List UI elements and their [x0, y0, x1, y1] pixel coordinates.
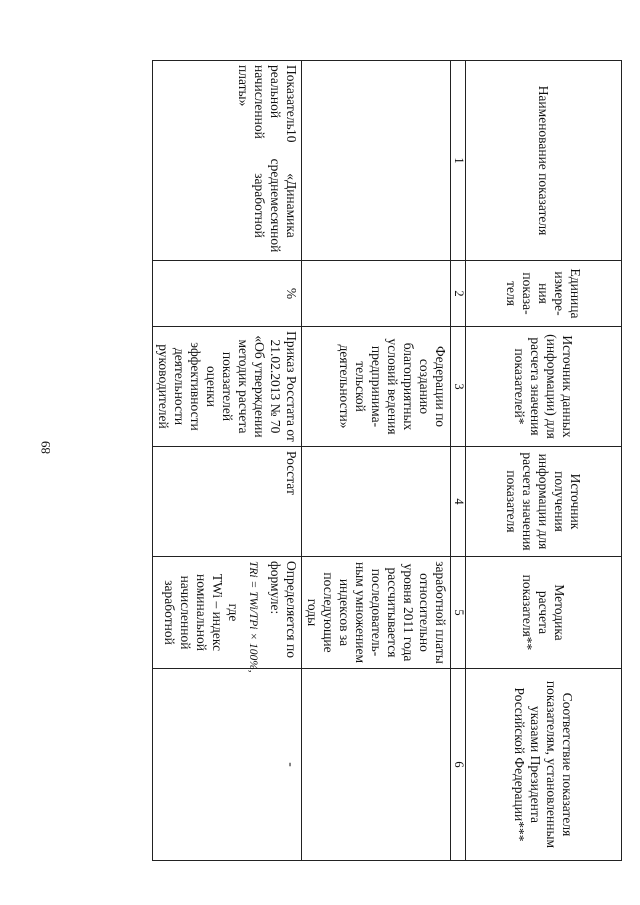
cell-source-data: Федерации по созданию благоприятных условий ведения предпринима-тельской деятельности» — [302, 327, 451, 447]
col-number-6: 6 — [451, 669, 466, 861]
cell-unit — [302, 261, 451, 327]
header-source-data: Источник данных (информации) для расчета значения показателей* — [466, 327, 622, 447]
cell-source-data: Приказ Росстата от 21.02.2013 № 70 «Об утверждении методик расчета показателей оценки эффективности деятельности руководителей — [153, 327, 302, 447]
method-formula: TRi = TWi/TPi × 100%, — [247, 561, 259, 673]
cell-source-info: Росстат — [153, 447, 302, 557]
col-number-4: 4 — [451, 447, 466, 557]
name-number: 10 — [284, 129, 299, 143]
method-intro: Определяется по формуле: — [268, 561, 299, 658]
table-header-row — [466, 61, 622, 861]
rotated-table-sheet — [156, 60, 622, 860]
cell-name — [153, 61, 302, 261]
header-unit: Единица измере-ния показа-теля — [466, 261, 622, 327]
col-number-2: 2 — [451, 261, 466, 327]
cell-conformity: - — [153, 669, 302, 861]
header-method: Методика расчета показателя** — [466, 557, 622, 669]
name-part-a: Показатель реальной начисленной платы» — [236, 65, 299, 139]
header-conformity: Соответствие показателя показателям, установленным указами Президента Российской Федерации*** — [466, 669, 622, 861]
name-part-b: «Динамика среднемесячной заработной — [252, 158, 299, 253]
method-rest: TWi – индекс номинальной начисленной заработной — [162, 573, 225, 652]
table-row — [153, 61, 302, 861]
indicators-table — [152, 60, 622, 861]
table-row — [302, 61, 451, 861]
cell-conformity — [302, 669, 451, 861]
method-where: где — [226, 603, 241, 622]
header-source-info: Источник получения информации для расчета значения показателя — [466, 447, 622, 557]
cell-name — [302, 61, 451, 261]
col-number-5: 5 — [451, 557, 466, 669]
cell-unit: % — [153, 261, 302, 327]
page-number: 89 — [38, 441, 53, 454]
cell-source-info — [302, 447, 451, 557]
column-numbers-row — [451, 61, 466, 861]
header-name: Наименование показателя — [466, 61, 622, 261]
col-number-3: 3 — [451, 327, 466, 447]
cell-method — [153, 557, 302, 673]
col-number-1: 1 — [451, 61, 466, 261]
cell-method: заработной платы относительно уровня 2011 года рассчитывается последователь-ным умножением индексов за последующие годы — [302, 557, 451, 669]
